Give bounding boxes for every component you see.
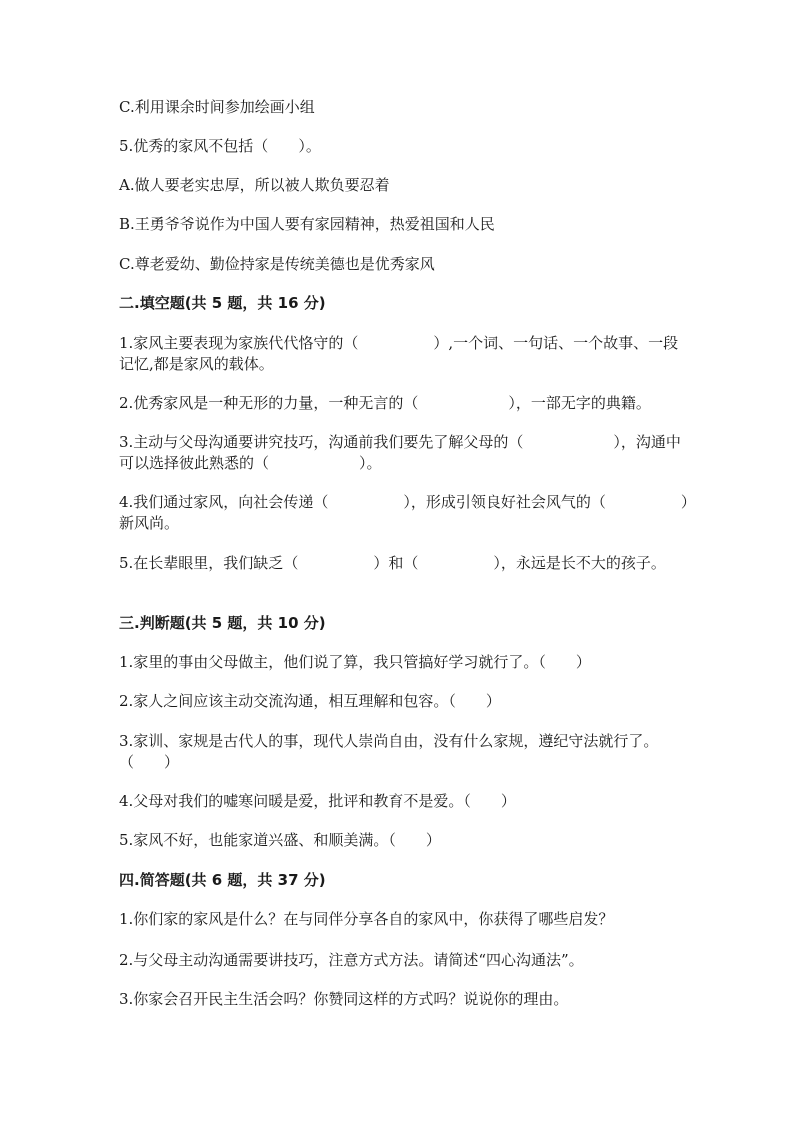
fill-question-5: 5.在长辈眼里，我们缺乏（ ）和（ ），永远是长不大的孩子。 — [119, 554, 666, 572]
fill-question-3: 3.主动与父母沟通要讲究技巧，沟通前我们要先了解父母的（ ），沟通中可以选择彼此熟悉的（ ）。 — [119, 433, 681, 472]
fill-question-4: 4.我们通过家风，向社会传递（ ），形成引领良好社会风气的（ ）新风尚。 — [119, 493, 689, 532]
choice-5a: A.做人要老实忠厚，所以被人欺负要忍着 — [119, 176, 390, 194]
section-heading-short-answer: 四.简答题(共 6 题，共 37 分) — [119, 871, 326, 889]
answer-question-3: 3.你家会召开民主生活会吗？你赞同这样的方式吗？说说你的理由。 — [119, 990, 569, 1008]
fill-question-2: 2.优秀家风是一种无形的力量，一种无言的（ ），一部无字的典籍。 — [119, 394, 651, 412]
judge-question-3: 3.家训、家规是古代人的事，现代人崇尚自由，没有什么家规，遵纪守法就行了。（ ） — [119, 732, 659, 771]
judge-question-1: 1.家里的事由父母做主，他们说了算，我只管搞好学习就行了。（ ） — [119, 653, 591, 671]
section-heading-judge: 三.判断题(共 5 题，共 10 分) — [119, 614, 326, 632]
choice-4c: C.利用课余时间参加绘画小组 — [119, 98, 315, 116]
judge-question-2: 2.家人之间应该主动交流沟通，相互理解和包容。（ ） — [119, 692, 501, 710]
answer-question-1: 1.你们家的家风是什么？在与同伴分享各自的家风中，你获得了哪些启发？ — [119, 910, 614, 928]
fill-question-1: 1.家风主要表现为家族代代恪守的（ ）,一个词、一句话、一个故事、一段记忆,都是家风的载体。 — [119, 334, 679, 373]
answer-question-2: 2.与父母主动沟通需要讲技巧，注意方式方法。请简述“四心沟通法”。 — [119, 951, 584, 969]
judge-question-5: 5.家风不好，也能家道兴盛、和顺美满。（ ） — [119, 831, 441, 849]
choice-5c: C.尊老爱幼、勤俭持家是传统美德也是优秀家风 — [119, 255, 435, 273]
question-5: 5.优秀的家风不包括（ ）。 — [119, 137, 321, 155]
section-heading-fill: 二.填空题(共 5 题，共 16 分) — [119, 294, 326, 312]
judge-question-4: 4.父母对我们的嘘寒问暖是爱，批评和教育不是爱。（ ） — [119, 792, 516, 810]
choice-5b: B.王勇爷爷说作为中国人要有家园精神，热爱祖国和人民 — [119, 215, 495, 233]
